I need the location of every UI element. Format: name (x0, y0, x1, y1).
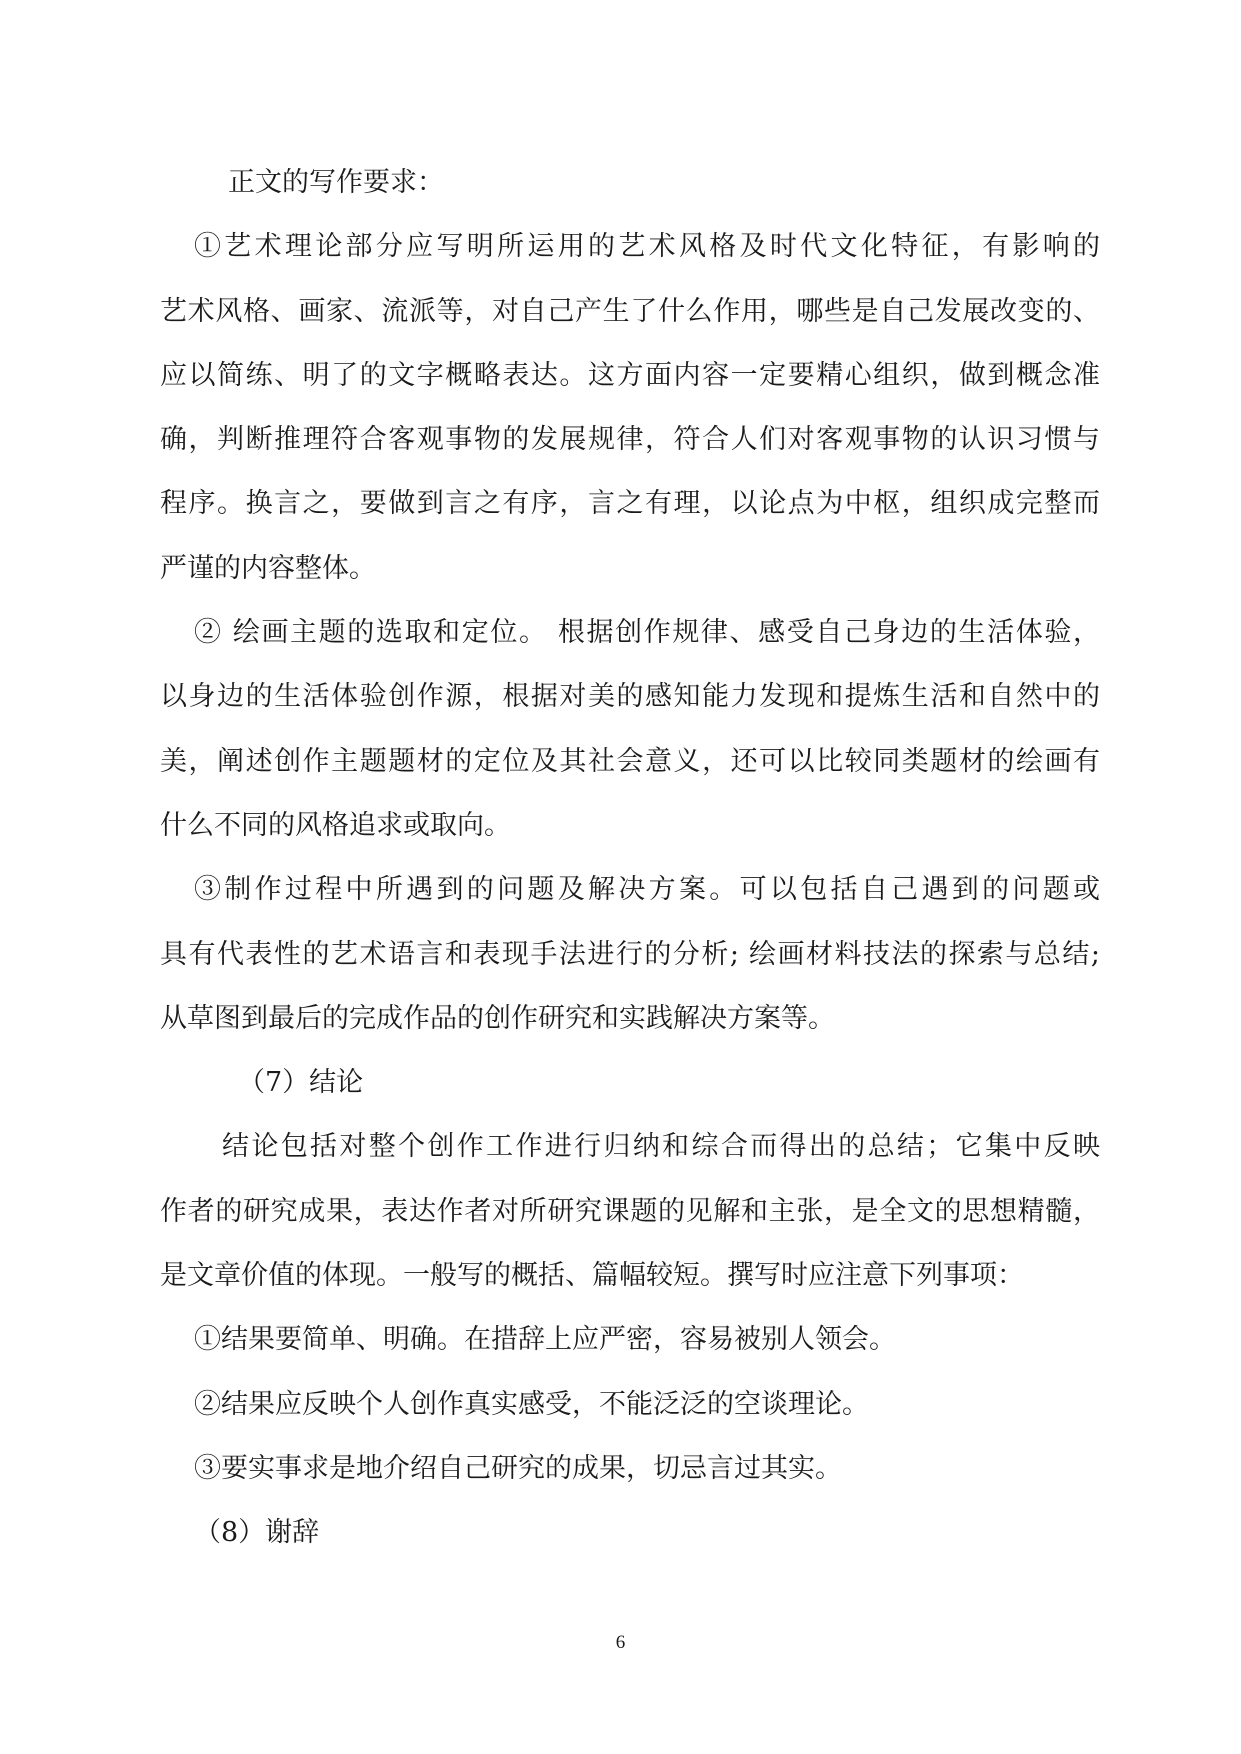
text-line: （7）结论 (238, 1067, 364, 1099)
text-line: ①艺术理论部分应写明所运用的艺术风格及时代文化特征，有影响的 (194, 231, 1100, 263)
text-line: 程序。换言之，要做到言之有序，言之有理，以论点为中枢，组织成完整而 (160, 488, 1100, 520)
text-line: ③要实事求是地介绍自己研究的成果，切忌言过其实。 (194, 1452, 842, 1484)
text-line: ② 绘画主题的选取和定位。 根据创作规律、感受自己身边的生活体验， (194, 617, 1100, 649)
text-line: ①结果要简单、明确。在措辞上应严密，容易被别人领会。 (194, 1324, 896, 1356)
text-line: 确，判断推理符合客观事物的发展规律，符合人们对客观事物的认识习惯与 (160, 424, 1100, 456)
text-line: （8）谢辞 (194, 1517, 320, 1549)
text-line: 美，阐述创作主题题材的定位及其社会意义，还可以比较同类题材的绘画有 (160, 745, 1100, 777)
text-line: 以身边的生活体验创作源，根据对美的感知能力发现和提炼生活和自然中的 (160, 681, 1100, 713)
text-line: 结论包括对整个创作工作进行归纳和综合而得出的总结；它集中反映 (222, 1131, 1100, 1163)
text-line: 正文的写作要求： (228, 167, 444, 198)
text-line: 是文章价值的体现。一般写的概括、篇幅较短。撰写时应注意下列事项： (160, 1260, 1024, 1292)
text-line: 艺术风格、画家、流派等，对自己产生了什么作用，哪些是自己发展改变的、 (160, 295, 1100, 327)
text-line: 具有代表性的艺术语言和表现手法进行的分析; 绘画材料技法的探索与总结; (160, 938, 1100, 970)
text-line: 从草图到最后的完成作品的创作研究和实践解决方案等。 (160, 1002, 835, 1034)
text-line: ③制作过程中所遇到的问题及解决方案。可以包括自己遇到的问题或 (194, 874, 1100, 906)
page-number: 6 (615, 1632, 626, 1653)
text-line: ②结果应反映个人创作真实感受，不能泛泛的空谈理论。 (194, 1388, 869, 1420)
text-line: 严谨的内容整体。 (160, 552, 376, 584)
text-line: 应以简练、明了的文字概略表达。这方面内容一定要精心组织，做到概念准 (160, 359, 1100, 391)
text-line: 什么不同的风格追求或取向。 (160, 809, 511, 841)
text-line: 作者的研究成果，表达作者对所研究课题的见解和主张，是全文的思想精髓， (160, 1195, 1100, 1227)
document-body (160, 151, 1100, 1566)
